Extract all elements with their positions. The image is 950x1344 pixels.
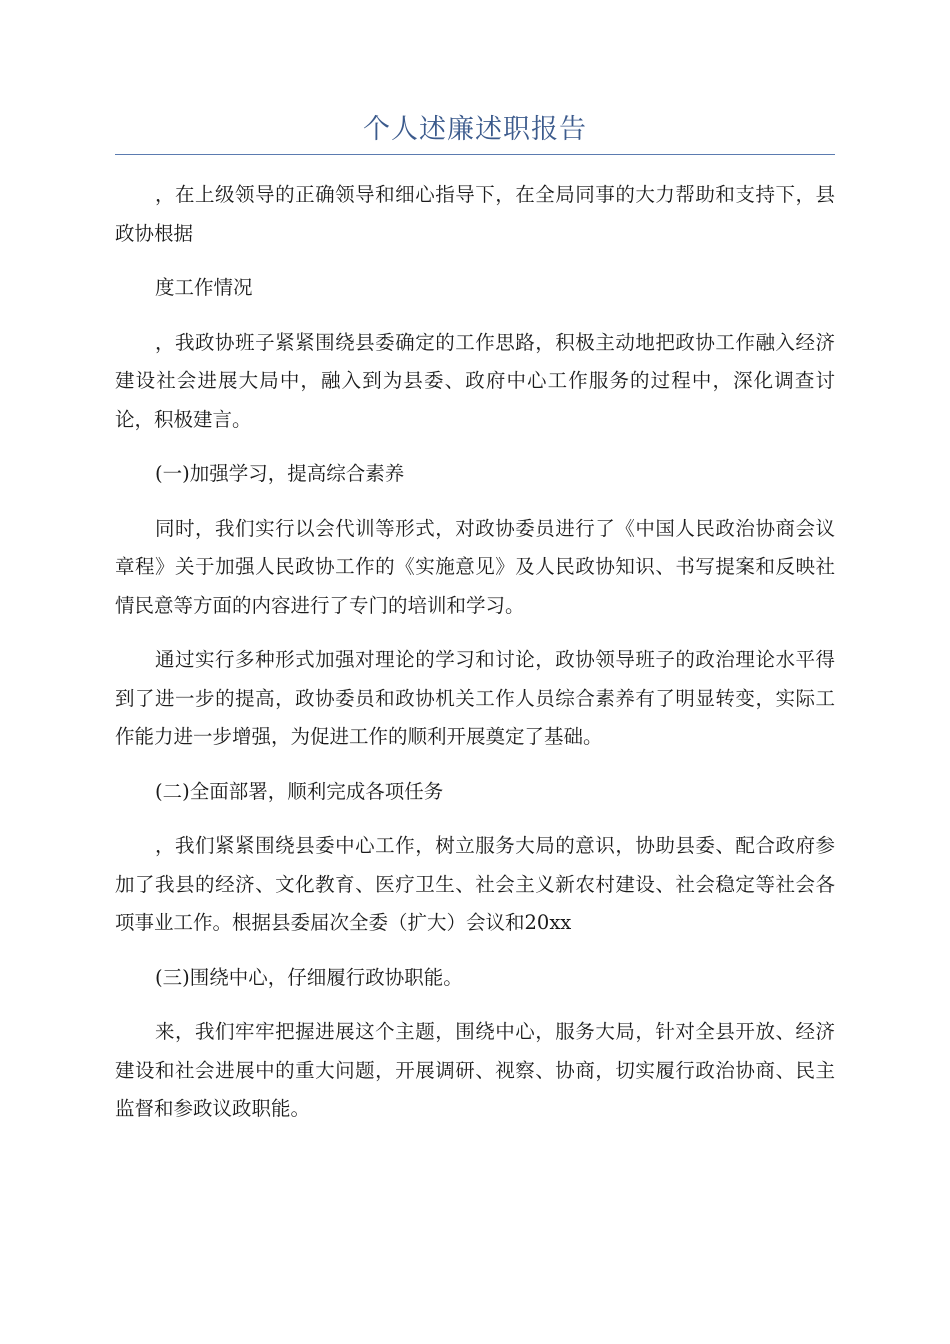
paragraph: ，在上级领导的正确领导和细心指导下，在全局同事的大力帮助和支持下，县政协根据 <box>115 183 835 245</box>
section-heading: (二)全面部署，顺利完成各项任务 <box>155 779 444 803</box>
paragraph: ，我们紧紧围绕县委中心工作，树立服务大局的意识，协助县委、配合政府参加了我县的经济、文化教育、医疗卫生、社会主义新农村建设、社会稳定等社会各项事业工作。根据县委届次全委（扩大）会议和20xx <box>115 834 835 934</box>
paragraph: 同时，我们实行以会代训等形式，对政协委员进行了《中国人民政治协商会议章程》关于加强人民政协工作的《实施意见》及人民政协知识、书写提案和反映社情民意等方面的内容进行了专门的培训和学习。 <box>115 516 835 617</box>
document-body <box>115 176 835 1145</box>
section-heading: (三)围绕中心，仔细履行政协职能。 <box>155 965 463 989</box>
paragraph: ，我政协班子紧紧围绕县委确定的工作思路，积极主动地把政协工作融入经济建设社会进展大局中，融入到为县委、政府中心工作服务的过程中，深化调查讨论，积极建言。 <box>115 330 835 431</box>
paragraph: 来，我们牢牢把握进展这个主题，围绕中心，服务大局，针对全县开放、经济建设和社会进展中的重大问题，开展调研、视察、协商，切实履行政治协商、民主监督和参政议政职能。 <box>115 1020 835 1120</box>
paragraph: 通过实行多种形式加强对理论的学习和讨论，政协领导班子的政治理论水平得到了进一步的提高，政协委员和政协机关工作人员综合素养有了明显转变，实际工作能力进一步增强，为促进工作的顺利开展奠定了基础。 <box>115 648 835 748</box>
section-heading: (一)加强学习，提高综合素养 <box>155 462 405 485</box>
paragraph: 度工作情况 <box>155 276 253 299</box>
title-underline <box>115 154 835 155</box>
document-title: 个人述廉述职报告 <box>363 114 587 145</box>
